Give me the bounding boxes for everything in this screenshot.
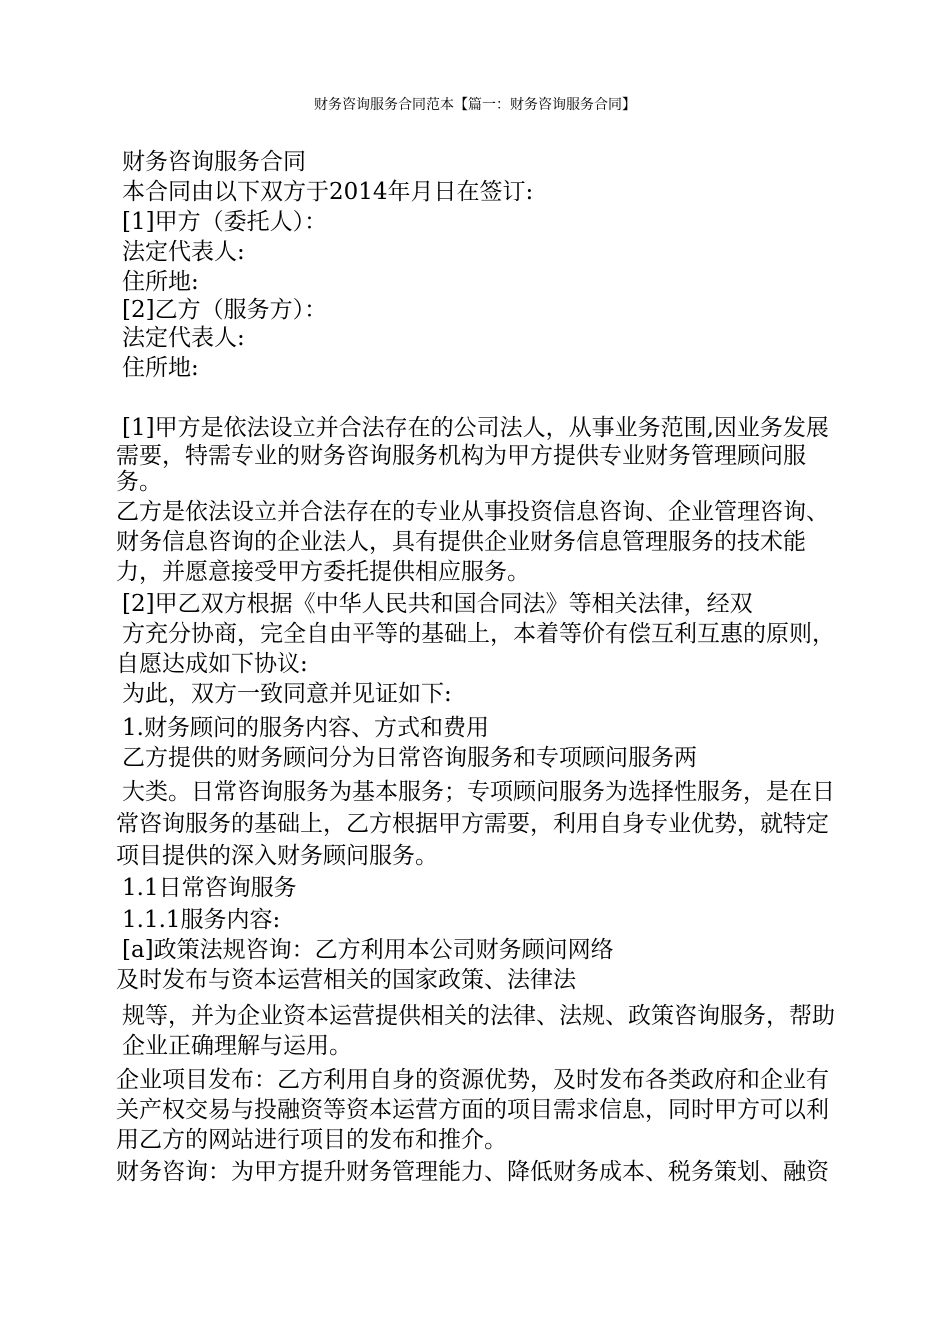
text-line: 本合同由以下双方于2014年月日在签订: [122, 179, 534, 205]
text-line: 住所地: [122, 269, 199, 295]
text-line: 力，并愿意接受甲方委托提供相应服务。 [116, 559, 530, 585]
text-line: [1]甲方（委托人）： [122, 209, 328, 235]
text-line: 乙方提供的财务顾问分为日常咨询服务和专项顾问服务两 [122, 745, 697, 771]
text-line: 及时发布与资本运营相关的国家政策、法律法 [116, 967, 576, 993]
text-line: 法定代表人: [122, 325, 245, 351]
text-line: 项目提供的深入财务顾问服务。 [116, 843, 438, 869]
text-line: 企业项目发布：乙方利用自身的资源优势，及时发布各类政府和企业有 [116, 1067, 829, 1093]
text-line: 企业正确理解与运用。 [122, 1033, 352, 1059]
page-header: 财务咨询服务合同范本【篇一：财务咨询服务合同】 [314, 97, 636, 113]
text-line: [2]甲乙双方根据《中华人民共和国合同法》等相关法律，经双 [122, 591, 753, 617]
text-line: 关产权交易与投融资等资本运营方面的项目需求信息，同时甲方可以利 [116, 1097, 829, 1123]
text-line: 为此，双方一致同意并见证如下: [122, 681, 452, 707]
text-line: 规等，并为企业资本运营提供相关的法律、法规、政策咨询服务，帮助 [122, 1003, 835, 1029]
text-line: 自愿达成如下协议: [116, 651, 308, 677]
section-heading: 1.1日常咨询服务 [122, 875, 297, 901]
text-line: 用乙方的网站进行项目的发布和推介。 [116, 1127, 507, 1153]
text-line: [1]甲方是依法设立并合法存在的公司法人，从事业务范围,因业务发展 [122, 415, 829, 441]
text-line: 住所地: [122, 355, 199, 381]
text-line: 法定代表人: [122, 239, 245, 265]
text-line: 财务咨询：为甲方提升财务管理能力、降低财务成本、税务策划、融资 [116, 1159, 829, 1185]
text-line: 财务信息咨询的企业法人，具有提供企业财务信息管理服务的技术能 [116, 529, 806, 555]
text-line: 方充分协商，完全自由平等的基础上，本着等价有偿互利互惠的原则， [122, 621, 835, 647]
text-line: 需要，特需专业的财务咨询服务机构为甲方提供专业财务管理顾问服 [116, 443, 806, 469]
text-line: 乙方是依法设立并合法存在的专业从事投资信息咨询、企业管理咨询、 [116, 499, 829, 525]
section-heading: 1.1.1服务内容: [122, 907, 281, 933]
document-title: 财务咨询服务合同 [122, 149, 306, 175]
section-heading: 1.财务顾问的服务内容、方式和费用 [122, 715, 489, 741]
text-line: 大类。日常咨询服务为基本服务；专项顾问服务为选择性服务，是在日 [122, 779, 835, 805]
text-line: 常咨询服务的基础上，乙方根据甲方需要，利用自身专业优势，就特定 [116, 811, 829, 837]
text-line: [a]政策法规咨询：乙方利用本公司财务顾问网络 [122, 937, 614, 963]
text-line: [2]乙方（服务方）： [122, 297, 328, 323]
text-line: 务。 [116, 469, 162, 495]
